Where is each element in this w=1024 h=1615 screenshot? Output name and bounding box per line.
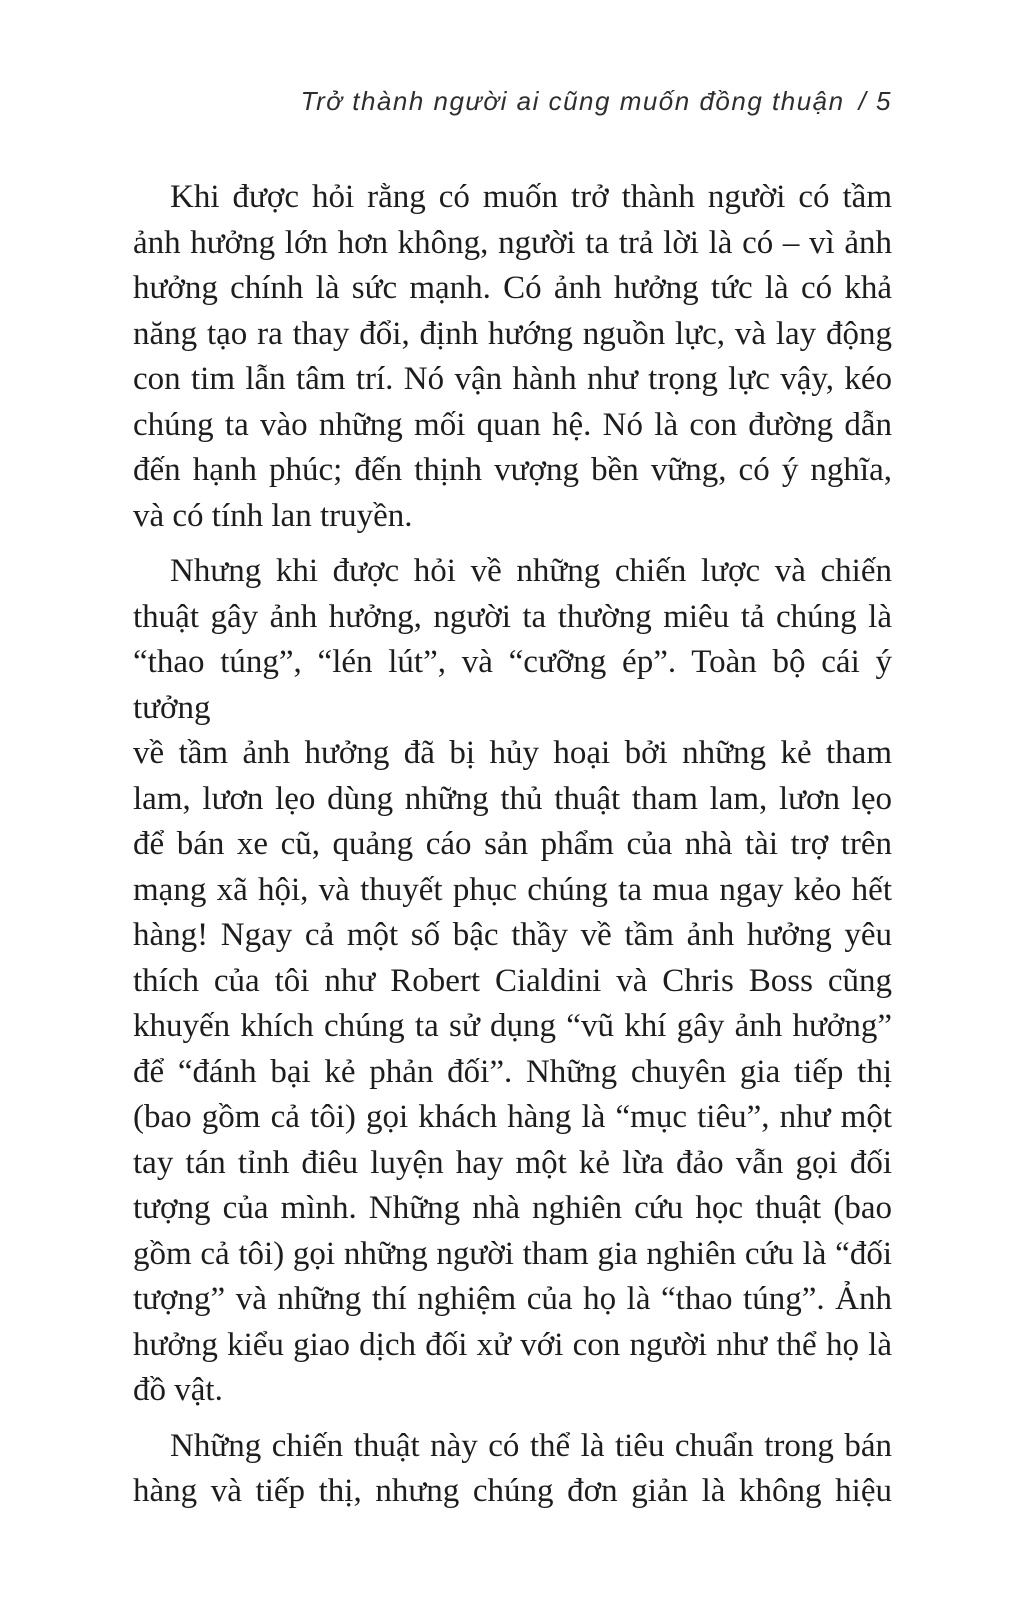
text-line: thích của tôi như Robert Cialdini và Chris Boss cũng [133,962,892,999]
text-line: (bao gồm cả tôi) gọi khách hàng là “mục tiêu”, như một [133,1099,892,1135]
text-line: lam, lươn lẹo dùng những thủ thuật tham lam, lươn lẹo [133,780,892,817]
text-line: mạng xã hội, và thuyết phục chúng ta mua ngay kẻo hết [133,871,892,908]
text-line: về tầm ảnh hưởng đã bị hủy hoại bởi những kẻ tham [133,735,892,771]
text-line: để bán xe cũ, quảng cáo sản phẩm của nhà tài trợ trên [133,826,892,862]
text-line: chúng ta vào những mối quan hệ. Nó là con đường dẫn [133,406,892,443]
text-line: Nhưng khi được hỏi về những chiến lược và chiến [170,553,892,589]
text-line: hàng và tiếp thị, nhưng chúng đơn giản là không hiệu [133,1473,892,1509]
running-head [133,86,892,116]
text-line: gồm cả tôi) gọi những người tham gia nghiên cứu là “đối [133,1235,892,1272]
text-line: để “đánh bại kẻ phản đối”. Những chuyên gia tiếp thị [133,1053,892,1090]
text-line: hưởng chính là sức mạnh. Có ảnh hưởng tức là có khả [133,270,892,306]
text-line: “thao túng”, “lén lút”, và “cưỡng ép”. Toàn bộ cái ý tưởng [133,644,892,726]
text-line: tượng” và những thí nghiệm của họ là “thao túng”. Ảnh [133,1281,892,1317]
text-line: hàng! Ngay cả một số bậc thầy về tầm ảnh hưởng yêu [133,917,892,953]
page-number: / 5 [858,86,892,116]
text-line: Khi được hỏi rằng có muốn trở thành người có tầm [170,179,892,215]
text-line: đến hạnh phúc; đến thịnh vượng bền vững, có ý nghĩa, [133,452,892,488]
text-line: khuyến khích chúng ta sử dụng “vũ khí gây ảnh hưởng” [133,1008,892,1044]
text-line: năng tạo ra thay đổi, định hướng nguồn lực, và lay động [133,315,892,352]
text-line: con tim lẫn tâm trí. Nó vận hành như trọng lực vậy, kéo [133,361,892,397]
running-head-title: Trở thành người ai cũng muốn đồng thuận [300,86,845,116]
text-line: tượng của mình. Những nhà nghiên cứu học thuật (bao [133,1190,892,1226]
text-line: Những chiến thuật này có thể là tiêu chuẩn trong bán [170,1427,892,1464]
text-line: và có tính lan truyền. [133,497,413,534]
text-line: ảnh hưởng lớn hơn không, người ta trả lời là có – vì ảnh [133,224,892,261]
text-line: thuật gây ảnh hưởng, người ta thường miêu tả chúng là [133,598,892,635]
paragraph [133,549,892,1414]
text-line: tay tán tỉnh điêu luyện hay một kẻ lừa đảo vẫn gọi đối [133,1144,892,1181]
text-line: đồ vật. [133,1372,223,1408]
text-line: hưởng kiểu giao dịch đối xử với con người như thể họ là [133,1326,892,1363]
paragraph [133,175,892,539]
page-body-text [133,175,892,1515]
paragraph [133,1424,892,1515]
